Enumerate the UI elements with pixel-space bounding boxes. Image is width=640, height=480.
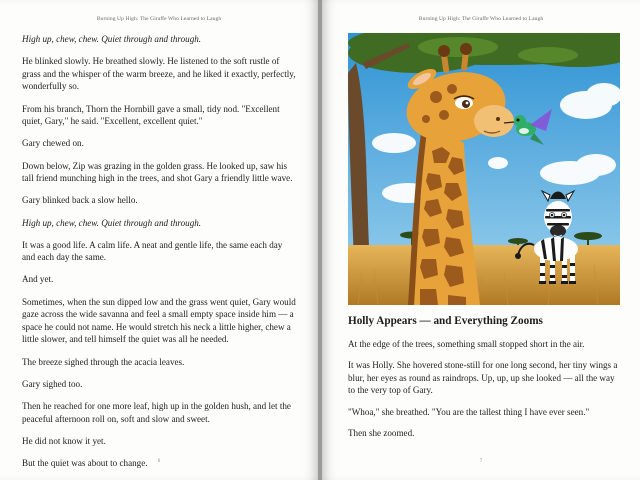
chapter-heading: Holly Appears — and Everything Zooms [348, 315, 543, 327]
paragraph: Gary chewed on. [22, 138, 84, 149]
paragraph: At the edge of the trees, something small stopped short in the air. [348, 339, 585, 349]
paragraph: He blinked slowly. He breathed slowly. He listened to the soft rustle of grass and the whisper of the warm breeze, and he liked it exactly, perfectly, wonderfully so. [22, 56, 296, 92]
page-number-right: 7 [479, 459, 483, 464]
page-number-left: 6 [157, 459, 161, 464]
paragraph: Gary sighed too. [22, 378, 83, 389]
paragraph: And yet. [22, 274, 54, 285]
paragraph: Sometimes, when the sun dipped low and the grass went quiet, Gary would gaze across the wide savanna and feel a small empty space inside him — a space he could not name. He would stretch his neck a little higher, chew a little slower, and tell himself the quiet was all he needed. [22, 296, 296, 345]
paragraph: It was Holly. She hovered stone-still for one long second, her tiny wings a blur, her eyes as round as raindrops. Up, up, up she looked — all the way to the very top of Gary. [348, 360, 618, 396]
paragraph: He did not know it yet. [22, 435, 106, 446]
paragraph: Then he reached for one more leaf, high up in the golden hush, and let the peaceful afternoon roll on, soft and slow and sweet. [22, 401, 291, 424]
paragraph: The breeze sighed through the acacia leaves. [22, 356, 185, 367]
left-page-body [22, 33, 296, 479]
running-head-right: Burning Up High: The Giraffe Who Learned to Laugh [418, 16, 544, 22]
right-page-body [348, 314, 622, 448]
paragraph: Down below, Zip was grazing in the golden grass. He looked up, saw his tall friend munching high in the trees, and shot Gary a friendly little wave. [22, 160, 293, 184]
right-page [322, 0, 640, 480]
running-head-left: Burning Up High: The Giraffe Who Learned to Laugh [96, 16, 222, 22]
paragraph: From his branch, Thorn the Hornbill gave a small, tidy nod. "Excellent quiet, Gary," he said. "Excellent, excellent quiet." [22, 103, 280, 127]
paragraph: It was a good life. A calm life. A neat and gentle life, the same each day and each day the same. [22, 239, 283, 263]
paragraph: Gary blinked back a slow hello. [22, 195, 138, 206]
paragraph: "Whoa," she breathed. "You are the tallest thing I have ever seen." [348, 406, 590, 417]
paragraph: But the quiet was about to change. [22, 457, 148, 468]
paragraph: High up, chew, chew. Quiet through and through. [22, 217, 202, 228]
paragraph: Then she zoomed. [348, 427, 415, 438]
paragraph: High up, chew, chew. Quiet through and through. [22, 34, 202, 44]
left-page [0, 0, 318, 480]
giraffe-hummingbird-zebra-illustration [348, 33, 620, 305]
